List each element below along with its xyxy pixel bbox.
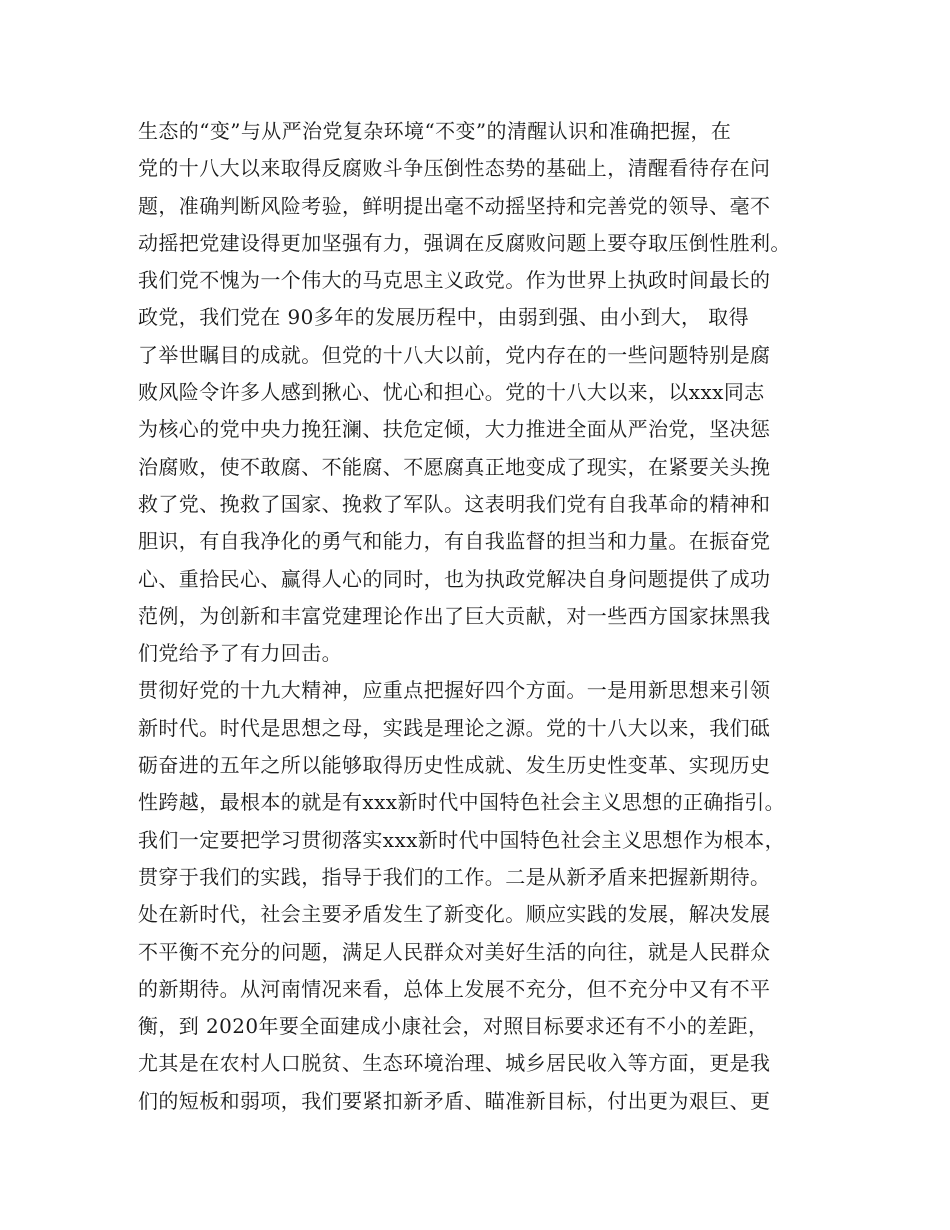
text-line: 党的十八大以来取得反腐败斗争压倒性态势的基础上，清醒看待存在问 [138, 156, 771, 181]
text-line: 砺奋进的五年之所以能够取得历史性成就、发生历史性变革、实现历史 [138, 753, 771, 778]
text-line: 的新期待。从河南情况来看，总体上发展不充分，但不充分中又有不平 [138, 976, 771, 1001]
text-line: 治腐败，使不敢腐、不能腐、不愿腐真正地变成了现实，在紧要关头挽 [138, 454, 771, 479]
document-body [138, 113, 824, 1120]
text-line: 新时代。时代是思想之母，实践是理论之源。党的十八大以来，我们砥 [138, 715, 771, 740]
text-line: 范例，为创新和丰富党建理论作出了巨大贡献，对一些西方国家抹黑我 [138, 603, 771, 628]
text-line: 政党，我们党在 90多年的发展历程中，由弱到强、由小到大， 取得 [138, 305, 749, 330]
text-line: 题，准确判断风险考验，鲜明提出毫不动摇坚持和完善党的领导、毫不 [138, 193, 771, 218]
text-line: 贯彻好党的十九大精神，应重点把握好四个方面。一是用新思想来引领 [138, 678, 771, 703]
text-line: 性跨越，最根本的就是有xxx新时代中国特色社会主义思想的正确指引。 [138, 790, 786, 815]
text-line: 衡，到 2020年要全面建成小康社会，对照目标要求还有不小的差距， [138, 1014, 769, 1039]
text-line: 了举世瞩目的成就。但党的十八大以前，党内存在的一些问题特别是腐 [138, 342, 771, 367]
text-line: 我们党不愧为一个伟大的马克思主义政党。作为世界上执政时间最长的 [138, 268, 771, 293]
text-line: 们党给予了有力回击。 [138, 641, 342, 666]
text-line: 救了党、挽救了国家、挽救了军队。这表明我们党有自我革命的精神和 [138, 491, 771, 516]
text-line: 动摇把党建设得更加坚强有力，强调在反腐败问题上要夺取压倒性胜利。 [138, 230, 791, 255]
text-line: 胆识，有自我净化的勇气和能力，有自我监督的担当和力量。在振奋党 [138, 529, 771, 554]
text-line: 处在新时代，社会主要矛盾发生了新变化。顺应实践的发展，解决发展 [138, 902, 771, 927]
text-line: 不平衡不充分的问题，满足人民群众对美好生活的向往，就是人民群众 [138, 939, 771, 964]
text-line: 心、重拾民心、赢得人心的同时，也为执政党解决自身问题提供了成功 [138, 566, 771, 591]
text-line: 败风险令许多人感到揪心、忧心和担心。党的十八大以来，以xxx同志 [138, 380, 765, 405]
text-line: 为核心的党中央力挽狂澜、扶危定倾，大力推进全面从严治党，坚决惩 [138, 417, 771, 442]
text-line: 我们一定要把学习贯彻落实xxx新时代中国特色社会主义思想作为根本， [138, 827, 786, 852]
text-line: 贯穿于我们的实践，指导于我们的工作。二是从新矛盾来把握新期待。 [138, 864, 771, 889]
text-line: 尤其是在农村人口脱贫、生态环境治理、城乡居民收入等方面，更是我 [138, 1051, 771, 1076]
text-line: 生态的“变”与从严治党复杂环境“不变”的清醒认识和准确把握，在 [138, 119, 732, 143]
text-line: 们的短板和弱项，我们要紧扣新矛盾、瞄准新目标，付出更为艰巨、更 [138, 1088, 771, 1113]
